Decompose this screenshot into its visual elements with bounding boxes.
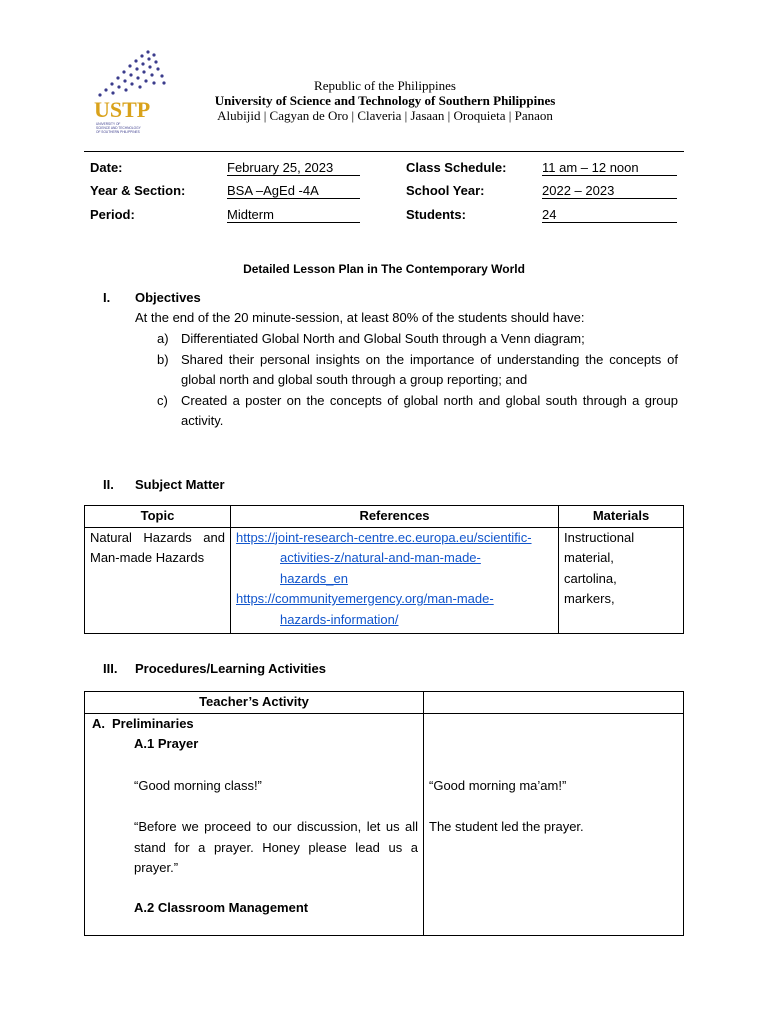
objectives-intro: At the end of the 20 minute-session, at least 80% of the students should have:: [135, 310, 585, 325]
section-number: II.: [103, 477, 114, 492]
schedule-value: 11 am – 12 noon: [542, 160, 677, 176]
table-row: [85, 713, 684, 935]
school-year-value: 2022 – 2023: [542, 183, 677, 199]
column-header-student: [424, 692, 684, 714]
date-label: Date:: [90, 160, 123, 175]
section-title: Subject Matter: [135, 477, 225, 492]
procedures-heading: [103, 661, 503, 679]
section-number: I.: [103, 290, 111, 305]
reference-link-1-cont[interactable]: activities-z/natural-and-man-made-: [280, 550, 481, 565]
materials-cell: [559, 527, 684, 633]
references-cell: [231, 527, 559, 633]
preliminaries-heading: [92, 714, 418, 735]
objective-marker: c): [157, 392, 168, 408]
svg-text:USTP: USTP: [94, 97, 151, 122]
table-row: [85, 527, 684, 633]
objectives-list: [157, 329, 678, 432]
section-number: III.: [103, 661, 118, 676]
reference-link-1-cont[interactable]: hazards_en: [280, 570, 348, 586]
topic-line: Man-made Hazards: [90, 550, 205, 565]
teacher-activity-cell: [85, 713, 424, 935]
school-year-label: School Year:: [406, 183, 485, 198]
materials-line: cartolina,: [564, 570, 617, 586]
student-greeting: “Good morning ma’am!”: [429, 777, 567, 793]
students-value: 24: [542, 207, 677, 223]
objective-marker: a): [157, 331, 169, 346]
objective-marker: b): [157, 351, 169, 367]
objectives-heading: [103, 290, 403, 308]
reference-link-2-cont[interactable]: hazards-information/: [280, 611, 399, 627]
objective-item: [157, 391, 678, 432]
subject-matter-table: [84, 505, 684, 634]
column-header-teacher: Teacher’s Activity: [85, 692, 424, 714]
schedule-label: Class Schedule:: [406, 160, 507, 175]
materials-line: Instructional: [564, 529, 635, 545]
classroom-management-heading: A.2 Classroom Management: [134, 899, 309, 915]
student-activity-cell: [424, 713, 684, 935]
svg-text:SCIENCE AND TECHNOLOGY: SCIENCE AND TECHNOLOGY: [96, 126, 141, 130]
objective-text: Created a poster on the concepts of global north and global south through a group activity.: [181, 392, 678, 428]
period-label: Period:: [90, 207, 135, 222]
objective-text: Differentiated Global North and Global South through a Venn diagram;: [181, 331, 585, 346]
date-value: February 25, 2023: [227, 160, 360, 176]
logo-dots-graphic: [92, 46, 182, 134]
header-university: University of Science and Technology of Southern Philippines: [214, 93, 556, 108]
prayer-heading: A.1 Prayer: [134, 736, 199, 751]
svg-text:UNIVERSITY OF: UNIVERSITY OF: [96, 122, 121, 126]
teacher-greeting: “Good morning class!”: [134, 777, 262, 793]
info-grid: [90, 160, 680, 230]
table-header-row: [85, 506, 684, 528]
subject-matter-heading: [103, 477, 403, 495]
header-republic: Republic of the Philippines: [314, 78, 456, 93]
section-label: Year & Section:: [90, 183, 186, 198]
period-value: Midterm: [227, 207, 360, 223]
section-title: Objectives: [135, 290, 201, 305]
reference-link-1[interactable]: https://joint-research-centre.ec.europa.eu/scientific-: [236, 529, 532, 545]
header-campuses: Alubijid | Cagyan de Oro | Claveria | Jasaan | Oroquieta | Panaon: [217, 108, 553, 123]
preliminaries-title: Preliminaries: [112, 715, 194, 731]
topic-line: Natural Hazards and: [90, 529, 225, 545]
section-value: BSA –AgEd -4A: [227, 183, 360, 199]
topic-cell: [85, 527, 231, 633]
materials-line: material,: [564, 550, 614, 565]
header-divider: [84, 151, 684, 152]
column-header-references: References: [231, 506, 559, 528]
reference-link-2[interactable]: https://communityemergency.org/man-made-: [236, 591, 494, 606]
students-label: Students:: [406, 207, 466, 222]
lesson-plan-title: Detailed Lesson Plan in The Contemporary World: [243, 262, 525, 276]
objective-text: Shared their personal insights on the importance of understanding the concepts of global north and global south through a group reporting; and: [181, 351, 678, 387]
procedures-table: [84, 691, 684, 936]
svg-text:OF SOUTHERN PHILIPPINES: OF SOUTHERN PHILIPPINES: [96, 130, 140, 134]
column-header-topic: Topic: [85, 506, 231, 528]
materials-line: markers,: [564, 591, 615, 606]
objective-item: [157, 329, 678, 350]
preliminaries-marker: A.: [92, 715, 105, 731]
column-header-materials: Materials: [559, 506, 684, 528]
objective-item: [157, 350, 678, 391]
table-header-row: [85, 692, 684, 714]
section-title: Procedures/Learning Activities: [135, 661, 326, 676]
student-prayer-response: The student led the prayer.: [429, 819, 584, 834]
ustp-logo: [92, 46, 182, 134]
teacher-prayer-instruction: “Before we proceed to our discussion, let us all stand for a prayer. Honey please lead us a prayer.”: [134, 819, 418, 875]
